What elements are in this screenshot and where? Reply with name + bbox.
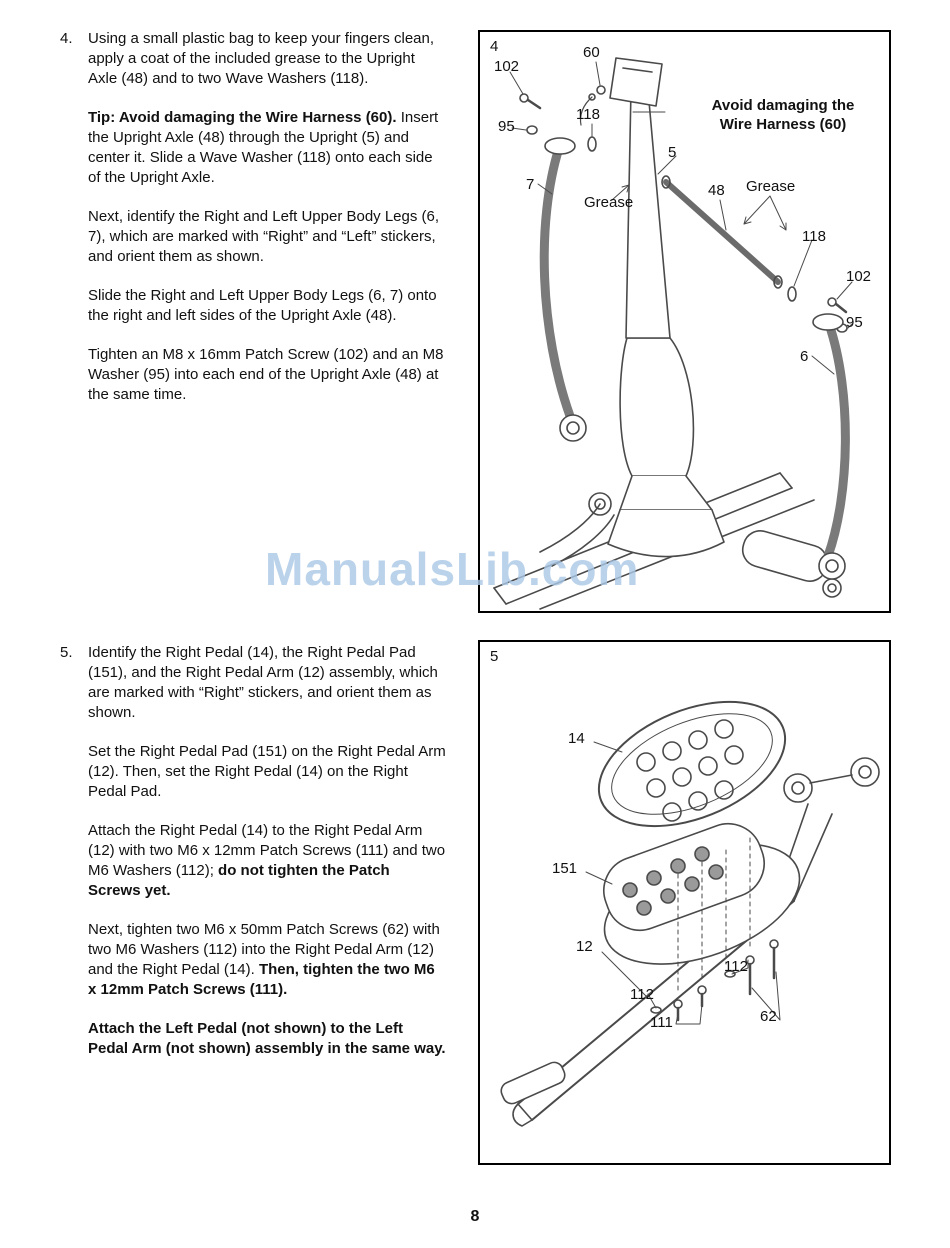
step-5-body: [88, 643, 446, 1078]
step-4-paragraph-5: [88, 345, 446, 405]
step-4-number: 4.: [60, 30, 73, 47]
step-4-paragraph-4: [88, 286, 446, 326]
right-upper-body-leg-drawing: [813, 314, 845, 579]
part-label-14: 14: [568, 730, 585, 747]
step-5-paragraph-3: [88, 821, 446, 901]
page-number: 8: [470, 1208, 480, 1225]
step-5-paragraph-1: [88, 643, 446, 723]
step-4-paragraph-1: [88, 29, 446, 89]
wave-washer-left-drawing: [588, 137, 596, 151]
step-5-paragraph-5: [88, 1019, 446, 1059]
text-segment: Attach the Right Pedal (14) to the Right Pedal Arm (12) with two M6 x 12mm Patch Screws (111) and two M6 Washers (112);: [88, 822, 446, 879]
part-label-151: 151: [552, 860, 578, 877]
part-label-118-left: 118: [576, 106, 600, 123]
part-label-60: 60: [583, 44, 600, 61]
text-segment-bold: Then, tighten the two M6 x 12mm Patch Screws (111).: [88, 961, 435, 998]
step-4: [60, 29, 446, 424]
text-segment-bold: do not tighten the Patch Screws yet.: [88, 862, 390, 899]
part-label-118-right: 118: [802, 228, 826, 245]
text-segment: Tighten an M8 x 16mm Patch Screw (102) and an M8 Washer (95) into each end of the Upright Axle (48) at the same time.: [88, 346, 444, 403]
text-segment: Set the Right Pedal Pad (151) on the Right Pedal Arm (12). Then, set the Right Pedal (14) on the Right Pedal Pad.: [88, 743, 446, 800]
figure-5-box: [478, 640, 891, 1165]
part-label-102-right: 102: [846, 268, 872, 285]
note-line-2: Wire Harness (60): [719, 116, 847, 133]
text-segment: Insert the Upright Axle (48) through the Upright (5) and center it. Slide a Wave Washer (118) onto each side of the Upright Axle.: [88, 109, 439, 186]
step-5-paragraph-2: [88, 742, 446, 802]
step-5-number: 5.: [60, 644, 73, 661]
text-segment-bold: Tip: Avoid damaging the Wire Harness (60).: [88, 109, 397, 126]
step-4-body: [88, 29, 446, 424]
wave-washer-right-drawing: [788, 287, 796, 301]
left-upper-body-leg-drawing: [544, 138, 586, 441]
part-label-6: 6: [800, 348, 809, 365]
part-label-62: 62: [760, 1008, 777, 1025]
figure-4-box: [478, 30, 891, 613]
figure-4-warning-note: [690, 96, 876, 134]
part-label-112-left: 112: [630, 986, 654, 1003]
upright-drawing: [608, 90, 724, 557]
text-segment: Identify the Right Pedal (14), the Right Pedal Pad (151), and the Right Pedal Arm (12) assembly, which are marked with “Right” stickers, and orient them as shown.: [88, 644, 438, 721]
watermark: ManualsLib.com: [265, 543, 640, 595]
text-segment: Next, identify the Right and Left Upper Body Legs (6, 7), which are marked with “Right” and “Left” stickers, and orient them as shown.: [88, 208, 440, 265]
part-label-102-left: 102: [494, 58, 520, 75]
text-segment: Next, tighten two M6 x 50mm Patch Screws (62) with two M6 Washers (112) into the Right Pedal Arm (12) and the Right Pedal (14).: [88, 921, 440, 978]
part-label-48: 48: [708, 182, 725, 199]
text-segment: Using a small plastic bag to keep your fingers clean, apply a coat of the included grease to the Upright Axle (48) and to two Wave Washers (118).: [88, 30, 435, 87]
part-label-5: 5: [668, 144, 677, 161]
note-line-1: Avoid damaging the: [711, 97, 855, 114]
figure-5-number: 5: [490, 648, 499, 665]
part-label-grease-left: Grease: [584, 194, 634, 211]
part-label-12: 12: [576, 938, 593, 955]
text-segment-bold: Attach the Left Pedal (not shown) to the Left Pedal Arm (not shown) assembly in the same way.: [88, 1020, 446, 1057]
pedal-drawing: [581, 677, 803, 851]
step-4-paragraph-3: [88, 207, 446, 267]
text-segment: Slide the Right and Left Upper Body Legs (6, 7) onto the right and left sides of the Upright Axle (48).: [88, 287, 437, 324]
figure-5-illustration: [480, 642, 889, 1163]
step-5-paragraph-4: [88, 920, 446, 1000]
part-label-grease-right: Grease: [746, 178, 796, 195]
figure-4-number: 4: [490, 38, 499, 55]
screw-left-drawing: [520, 94, 540, 134]
step-4-paragraph-2: [88, 108, 446, 188]
part-label-7: 7: [526, 176, 535, 193]
part-label-95-right: 95: [846, 314, 863, 331]
part-label-112-right: 112: [724, 958, 748, 975]
part-label-95-left: 95: [498, 118, 515, 135]
step-5: [60, 643, 446, 1078]
part-label-111: 111: [650, 1014, 673, 1031]
